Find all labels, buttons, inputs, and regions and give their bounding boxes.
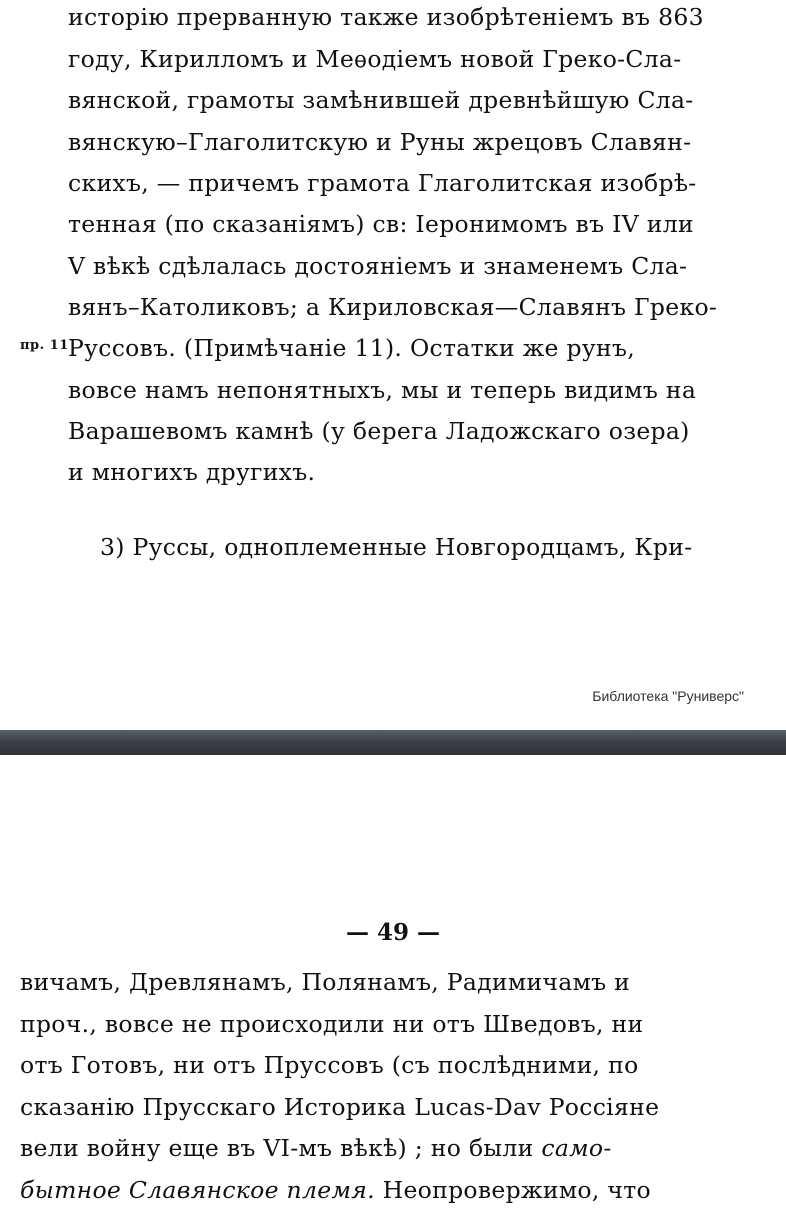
text-line: 3) Руссы, одноплеменные Новгородцамъ, Кри- — [100, 533, 693, 561]
text-line: вянской, грамоты замѣнившей древнѣйшую Сла- — [68, 86, 694, 114]
text-span: вели войну еще въ VI-мъ вѣкѣ) ; но были — [20, 1134, 534, 1162]
text-line: отъ Готовъ, ни отъ Пруссовъ (съ послѣдними, по — [20, 1051, 639, 1079]
lower-book-page — [0, 755, 786, 1219]
text-line: Руссовъ. (Примѣчаніе 11). Остатки же рунъ, — [68, 334, 635, 362]
text-line: V вѣкѣ сдѣлалась достояніемъ и знаменемъ Сла- — [68, 252, 688, 280]
page-separator — [0, 730, 786, 755]
text-line: вянскую–Глаголитскую и Руны жрецовъ Славян- — [68, 128, 692, 156]
text-span: вичамъ, Древлянамъ, Полянамъ, Радимичамъ и — [20, 968, 631, 996]
text-line: Варашевомъ камнѣ (у берега Ладожскаго озера) — [68, 417, 690, 445]
italic-span: само- — [541, 1134, 612, 1162]
text-line — [20, 968, 726, 996]
text-line: году, Кирилломъ и Меѳодіемъ новой Греко-Сла- — [68, 45, 682, 73]
text-span: Неопровержимо, что — [382, 1176, 651, 1204]
margin-note: пр. 11 — [20, 338, 69, 353]
text-line: скихъ, — причемъ грамота Глаголитская изобрѣ- — [68, 169, 697, 197]
text-line: вовсе намъ непонятныхъ, мы и теперь видимъ на — [68, 376, 697, 404]
text-line — [20, 1134, 612, 1162]
text-line: исторію прерванную также изобрѣтеніемъ въ 863 — [68, 3, 704, 31]
text-line: вянъ–Католиковъ; а Кириловская—Славянъ Греко- — [68, 293, 718, 321]
text-line: сказанію Прусскаго Историка Lucas-Dav Россіяне — [20, 1093, 660, 1121]
text-line — [20, 1176, 651, 1204]
text-line: проч., вовсе не происходили ни отъ Шведовъ, ни — [20, 1010, 644, 1038]
text-line: и многихъ другихъ. — [68, 458, 316, 486]
page-number: — 49 — — [345, 919, 441, 946]
text-line: тенная (по сказаніямъ) св: Іеронимомъ въ IV или — [68, 210, 694, 238]
italic-span: бытное Славянское племя. — [20, 1176, 375, 1204]
library-watermark: Библиотека "Руниверс" — [592, 688, 744, 704]
